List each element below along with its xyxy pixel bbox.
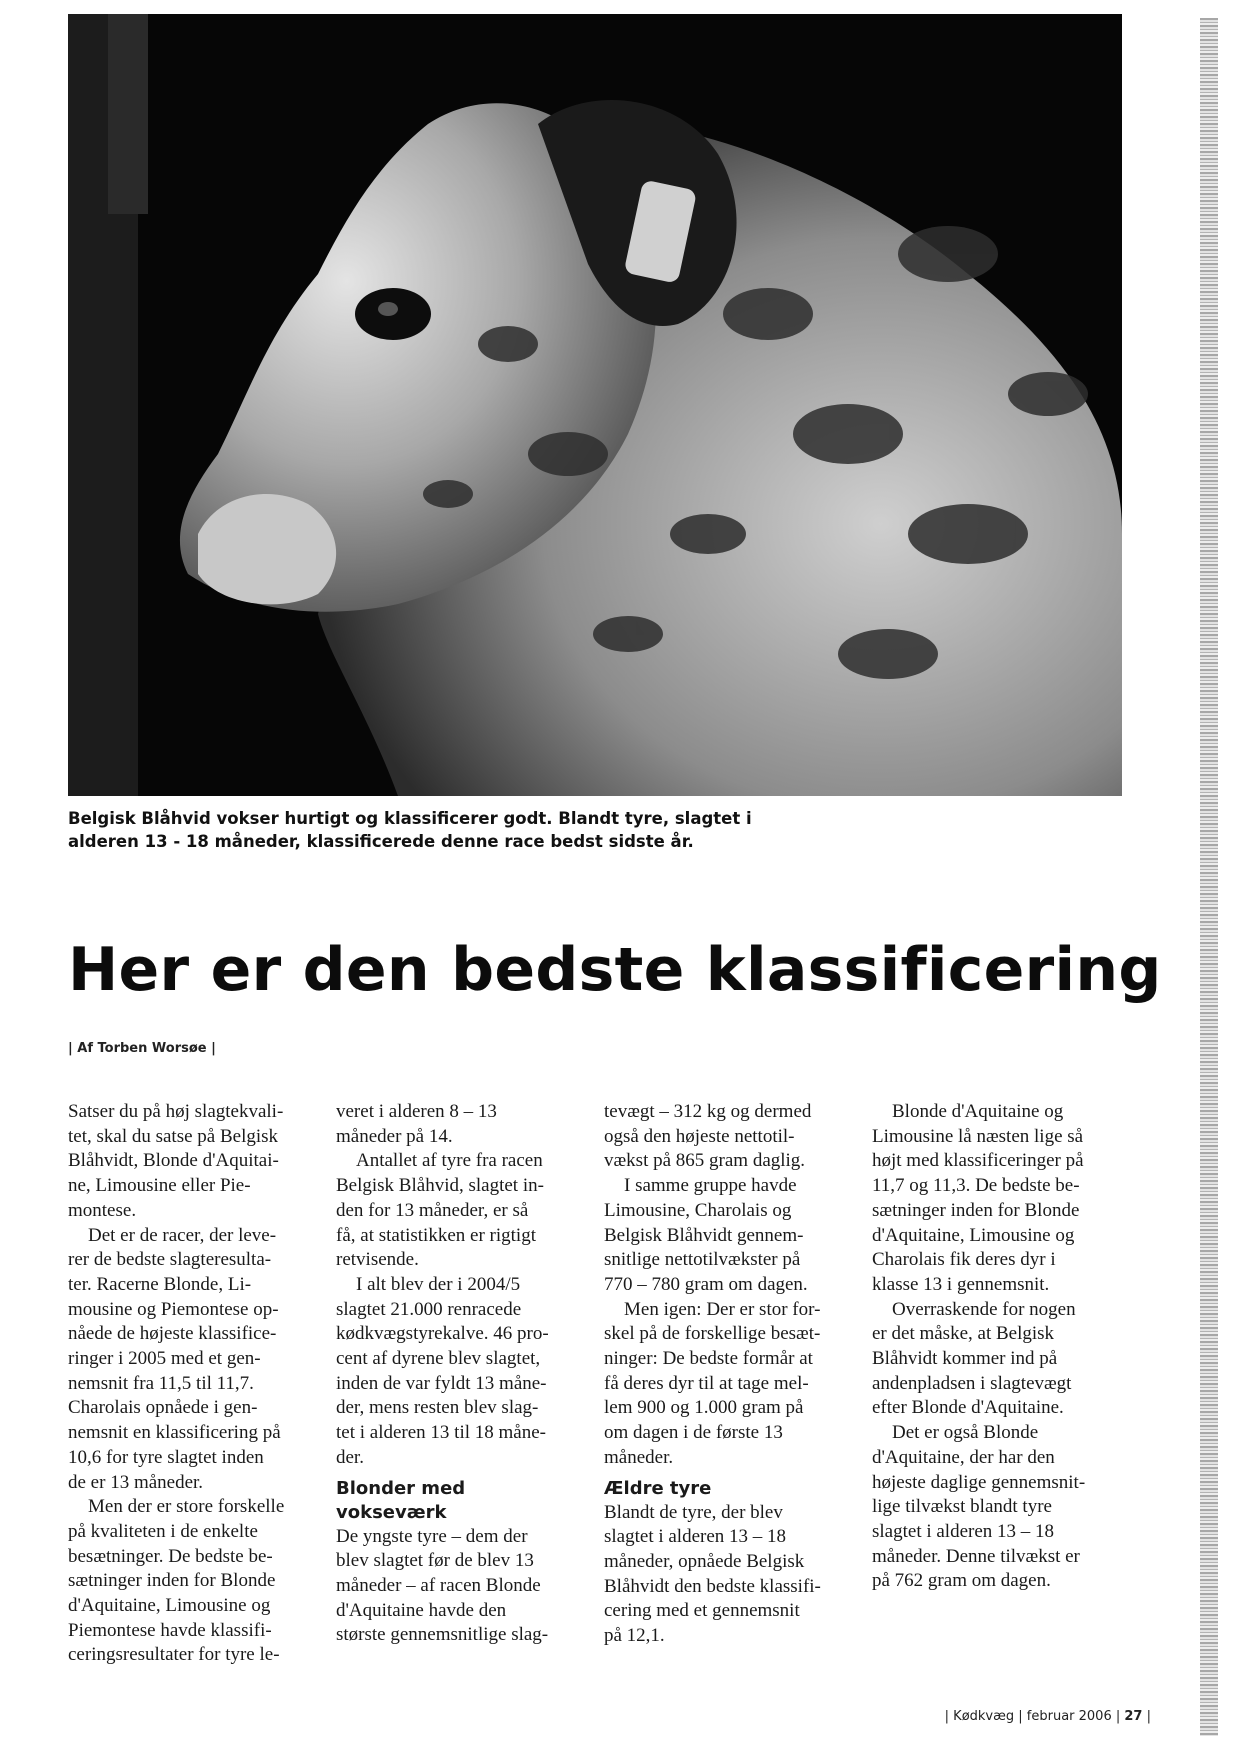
- article-column-4: [872, 1100, 1122, 1594]
- text-line: 10,6 for tyre slagtet inden: [68, 1446, 264, 1468]
- photo-caption: [68, 807, 1128, 853]
- text-line: efter Blonde d'Aquitaine.: [872, 1397, 1064, 1419]
- text-line: ninger: De bedste formår at: [604, 1348, 813, 1370]
- page-number: 27: [1124, 1709, 1143, 1724]
- text-line: I samme gruppe havde: [624, 1175, 797, 1197]
- footer-end-mark: |: [1146, 1709, 1151, 1724]
- text-line: der, mens resten blev slag-: [336, 1397, 539, 1419]
- text-line: andenpladsen i slagtevægt: [872, 1372, 1072, 1394]
- text-line: d'Aquitaine, der har den: [872, 1446, 1055, 1468]
- text-line: kødkvægstyrekalve. 46 pro-: [336, 1323, 549, 1345]
- text-line: ringer i 2005 med et gen-: [68, 1348, 261, 1370]
- text-line: nemsnit fra 11,5 til 11,7.: [68, 1372, 254, 1394]
- text-line: Overraskende for nogen: [892, 1298, 1076, 1320]
- text-line: få, at statistikken er rigtigt: [336, 1224, 536, 1246]
- article-headline: Her er den bedste klassificering: [68, 935, 1162, 1005]
- scan-edge-artifact: [1200, 18, 1218, 1736]
- text-line: på kvaliteten i de enkelte: [68, 1520, 258, 1542]
- text-line: lige tilvækst blandt tyre: [872, 1496, 1052, 1518]
- text-line: ceringsresultater for tyre le-: [68, 1644, 280, 1666]
- text-line: 11,7 og 11,3. De bedste be-: [872, 1175, 1080, 1197]
- text-line: Charolais opnåede i gen-: [68, 1397, 258, 1419]
- text-line: blev slagtet før de blev 13: [336, 1550, 534, 1572]
- text-line: på 12,1.: [604, 1625, 665, 1647]
- caption-line: alderen 13 - 18 måneder, klassificerede denne race bedst sidste år.: [68, 832, 694, 851]
- text-line: snitlige nettotilvækster på: [604, 1249, 801, 1271]
- text-line: besætninger. De bedste be-: [68, 1545, 273, 1567]
- text-line: rer de bedste slagteresulta-: [68, 1249, 272, 1271]
- text-line: måneder – af racen Blonde: [336, 1574, 541, 1596]
- text-line: Piemontese havde klassifi-: [68, 1619, 272, 1641]
- text-line: Charolais fik deres dyr i: [872, 1249, 1056, 1271]
- text-line: Blåhvidt kommer ind på: [872, 1348, 1058, 1370]
- text-line: d'Aquitaine havde den: [336, 1599, 507, 1621]
- text-line: slagtet i alderen 13 – 18: [872, 1520, 1055, 1542]
- article-column-1: [68, 1100, 320, 1668]
- text-line: slagtet 21.000 renracede: [336, 1298, 522, 1320]
- calf-photo-icon: [68, 14, 1122, 796]
- text-line: cent af dyrene blev slagtet,: [336, 1348, 541, 1370]
- text-line: der.: [336, 1446, 364, 1468]
- byline: | Af Torben Worsøe |: [68, 1041, 216, 1056]
- text-line: de er 13 måneder.: [68, 1471, 204, 1493]
- text-line: tevægt – 312 kg og dermed: [604, 1101, 812, 1122]
- text-line: nemsnit en klassificering på: [68, 1422, 281, 1444]
- text-line: Blonde d'Aquitaine og: [892, 1101, 1064, 1122]
- text-line: Belgisk Blåhvidt gennem-: [604, 1224, 804, 1246]
- text-line: nåede de højeste klassifice-: [68, 1323, 277, 1345]
- text-line: Blåhvidt den bedste klassifi-: [604, 1575, 821, 1597]
- text-line: Belgisk Blåhvid, slagtet in-: [336, 1175, 544, 1197]
- text-line: vækst på 865 gram daglig.: [604, 1150, 806, 1172]
- subheading: Blonder med: [336, 1477, 466, 1499]
- text-line: retvisende.: [336, 1249, 419, 1271]
- text-line: måneder.: [604, 1446, 674, 1468]
- text-line: tet i alderen 13 til 18 måne-: [336, 1422, 546, 1444]
- text-line: Men igen: Der er stor for-: [624, 1298, 821, 1320]
- text-line: I alt blev der i 2004/5: [356, 1273, 521, 1295]
- text-line: Antallet af tyre fra racen: [356, 1150, 543, 1172]
- article-column-2: [336, 1100, 588, 1648]
- text-line: De yngste tyre – dem der: [336, 1525, 528, 1547]
- text-line: veret i alderen 8 – 13: [336, 1101, 497, 1122]
- text-line: Men der er store forskelle: [88, 1496, 285, 1518]
- text-line: klasse 13 i gennemsnit.: [872, 1273, 1050, 1295]
- text-line: tet, skal du satse på Belgisk: [68, 1125, 279, 1147]
- text-line: største gennemsnitlige slag-: [336, 1624, 549, 1646]
- text-line: sætninger inden for Blonde: [68, 1570, 276, 1592]
- text-line: ne, Limousine eller Pie-: [68, 1175, 251, 1197]
- page-footer: [945, 1708, 1151, 1726]
- text-line: højeste daglige gennemsnit-: [872, 1471, 1086, 1493]
- footer-publication: | Kødkvæg | februar 2006 |: [944, 1709, 1121, 1724]
- subheading: vokseværk: [336, 1501, 447, 1523]
- text-line: måneder på 14.: [336, 1125, 453, 1147]
- text-line: d'Aquitaine, Limousine og: [68, 1595, 271, 1617]
- text-line: er det måske, at Belgisk: [872, 1323, 1055, 1345]
- text-line: montese.: [68, 1199, 137, 1221]
- text-line: Det er også Blonde: [892, 1422, 1039, 1444]
- text-line: sætninger inden for Blonde: [872, 1199, 1080, 1221]
- caption-line: Belgisk Blåhvid vokser hurtigt og klassificerer godt. Blandt tyre, slagtet i: [68, 809, 752, 828]
- text-line: Blåhvidt, Blonde d'Aquitai-: [68, 1150, 279, 1172]
- text-line: få deres dyr til at tage mel-: [604, 1372, 809, 1394]
- text-line: lem 900 og 1.000 gram på: [604, 1397, 804, 1419]
- text-line: skel på de forskellige besæt-: [604, 1323, 821, 1345]
- text-line: cering med et gennemsnit: [604, 1600, 800, 1622]
- text-line: 770 – 780 gram om dagen.: [604, 1273, 808, 1295]
- text-line: d'Aquitaine, Limousine og: [872, 1224, 1075, 1246]
- subheading: Ældre tyre: [604, 1477, 712, 1499]
- text-line: mousine og Piemontese op-: [68, 1298, 279, 1320]
- text-line: slagtet i alderen 13 – 18: [604, 1526, 787, 1548]
- text-line: Limousine lå næsten lige så: [872, 1125, 1084, 1147]
- text-line: måneder. Denne tilvækst er: [872, 1545, 1080, 1567]
- text-line: måneder, opnåede Belgisk: [604, 1550, 805, 1572]
- text-line: højt med klassificeringer på: [872, 1150, 1084, 1172]
- text-line: inden de var fyldt 13 måne-: [336, 1372, 547, 1394]
- text-line: på 762 gram om dagen.: [872, 1570, 1051, 1592]
- text-line: Blandt de tyre, der blev: [604, 1501, 783, 1523]
- text-line: om dagen i de første 13: [604, 1422, 783, 1444]
- text-line: Det er de racer, der leve-: [88, 1224, 277, 1246]
- text-line: Limousine, Charolais og: [604, 1199, 792, 1221]
- article-column-3: [604, 1100, 856, 1649]
- calf-photo: [68, 14, 1122, 796]
- text-line: ter. Racerne Blonde, Li-: [68, 1273, 252, 1295]
- text-line: den for 13 måneder, er så: [336, 1199, 529, 1221]
- text-line: også den højeste nettotil-: [604, 1125, 795, 1147]
- text-line: Satser du på høj slagtekvali-: [68, 1101, 284, 1122]
